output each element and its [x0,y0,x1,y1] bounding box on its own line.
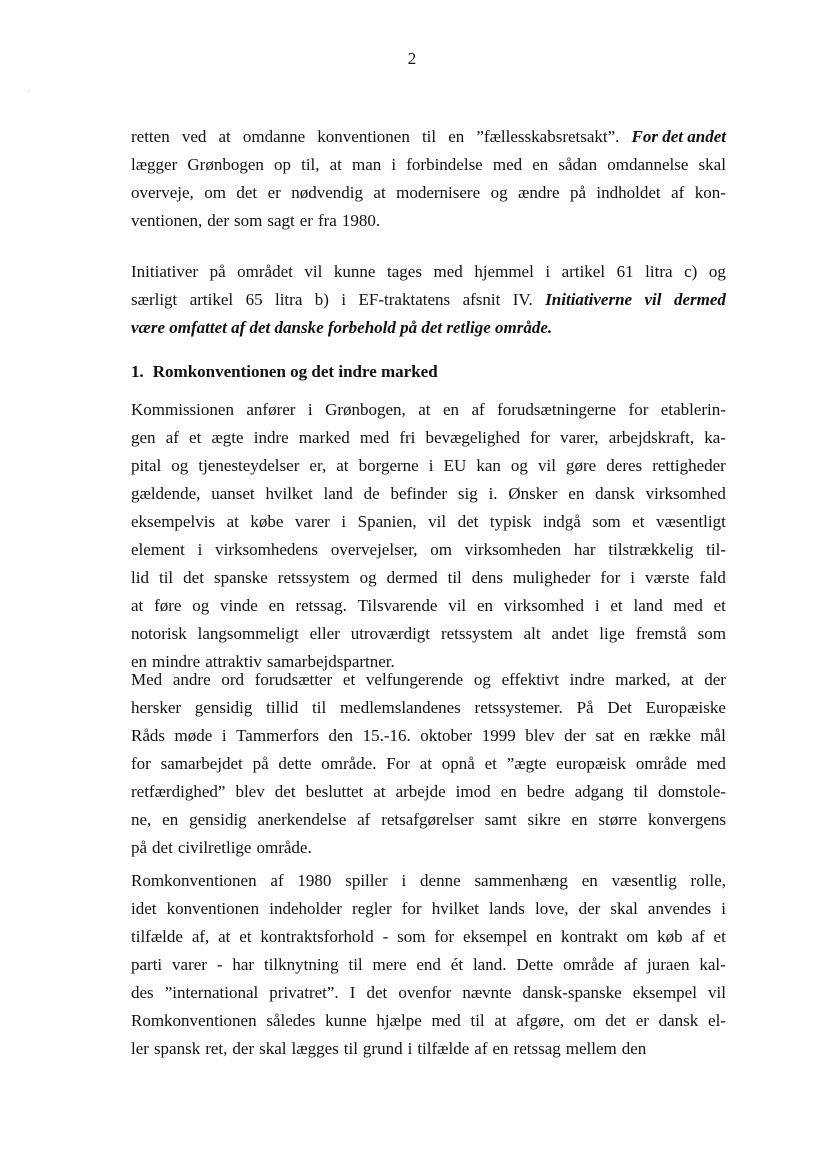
text-line: notorisk langsommeligt eller utroværdigt retssystem alt andet lige fremstå som [131,624,726,643]
section-number: 1. [131,362,144,381]
text-line: overveje, om det er nødvendig at modernisere og ændre på indholdet af kon- [131,183,726,202]
paragraph-1 [131,123,726,235]
text-line: des ”international privatret”. I det ovenfor nævnte dansk-spanske eksempel vil [131,983,726,1002]
text-line: for samarbejdet på dette område. For at opnå et ”ægte europæisk område med [131,754,726,773]
text-line: hersker gensidig tillid til medlemslandenes retssystemer. På Det Europæiske [131,698,726,717]
text-line: eksempelvis at købe varer i Spanien, vil det typisk indgå som et væsentligt [131,512,726,531]
text-line: ne, en gensidig anerkendelse af retsafgørelser samt sikre en større konvergens [131,810,726,829]
emphasis-text: være omfattet af det danske forbehold på det retlige område. [131,318,553,337]
text-line: gældende, uanset hvilket land de befinder sig i. Ønsker en dansk virksomhed [131,484,726,503]
text-line: ler spansk ret, der skal lægges til grund i tilfælde af en retssag mellem den [131,1039,647,1058]
text-line: Romkonventionen således kunne hjælpe med til at afgøre, om det er dansk el- [131,1011,726,1030]
text-line: parti varer - har tilknytning til mere end ét land. Dette område af juraen kal- [131,955,726,974]
paragraph-2 [131,258,726,342]
text-line: at føre og vinde en retssag. Tilsvarende vil en virksomhed i et land med et [131,596,726,615]
text-line: tilfælde af, at et kontraktsforhold - som for eksempel en kontrakt om køb af et [131,927,726,946]
text-line: pital og tjenesteydelser er, at borgerne i EU kan og vil gøre deres rettigheder [131,456,726,475]
text-line [131,314,726,342]
text-line: på det civilretlige område. [131,838,312,857]
text-line: idet konventionen indeholder regler for hvilket lands love, der skal anvendes i [131,899,726,918]
text-line: særligt artikel 65 litra b) i EF-traktatens afsnit IV. Initiativerne vil dermed [131,286,726,314]
text-line: ventionen, der som sagt er fra 1980. [131,211,381,230]
paragraph-5 [131,867,726,1063]
emphasis-text: Initiativerne [545,290,633,309]
text-line: lid til det spanske retssystem og dermed til dens muligheder for i værste fald [131,568,726,587]
text-line: Romkonventionen af 1980 spiller i denne sammenhæng en væsentlig rolle, [131,871,726,890]
text-line: en mindre attraktiv samarbejdspartner. [131,652,395,671]
text-line: gen af et ægte indre marked med fri bevægelighed for varer, arbejdskraft, ka- [131,428,726,447]
text-line: element i virksomhedens overvejelser, om virksomheden har tilstrækkelig til- [131,540,726,559]
paragraph-3 [131,396,726,676]
text-line: Kommissionen anfører i Grønbogen, at en af forudsætningerne for etablerin- [131,400,726,419]
section-title: Romkonventionen og det indre marked [152,362,438,381]
section-heading [131,358,438,386]
paragraph-4 [131,666,726,862]
text-line: Initiativer på området vil kunne tages med hjemmel i artikel 61 litra c) og [131,262,726,281]
text-line: Med andre ord forudsætter et velfungerende og effektivt indre marked, at der [131,670,726,689]
text-line: Råds møde i Tammerfors den 15.-16. oktober 1999 blev der sat en række mål [131,726,726,745]
emphasis-text: dermed [673,290,726,309]
emphasis-text: vil [644,290,662,309]
page-number: 2 [407,49,417,68]
scan-speck: · [28,87,31,96]
text-line: lægger Grønbogen op til, at man i forbindelse med en sådan omdannelse skal [131,155,726,174]
text-line: retfærdighed” blev det besluttet at arbejde imod en bedre adgang til domstole- [131,782,726,801]
text-line: retten ved at omdanne konventionen til en ”fællesskabsretsakt”. For det andet [131,123,726,151]
emphasis-text: For det andet [631,127,726,146]
